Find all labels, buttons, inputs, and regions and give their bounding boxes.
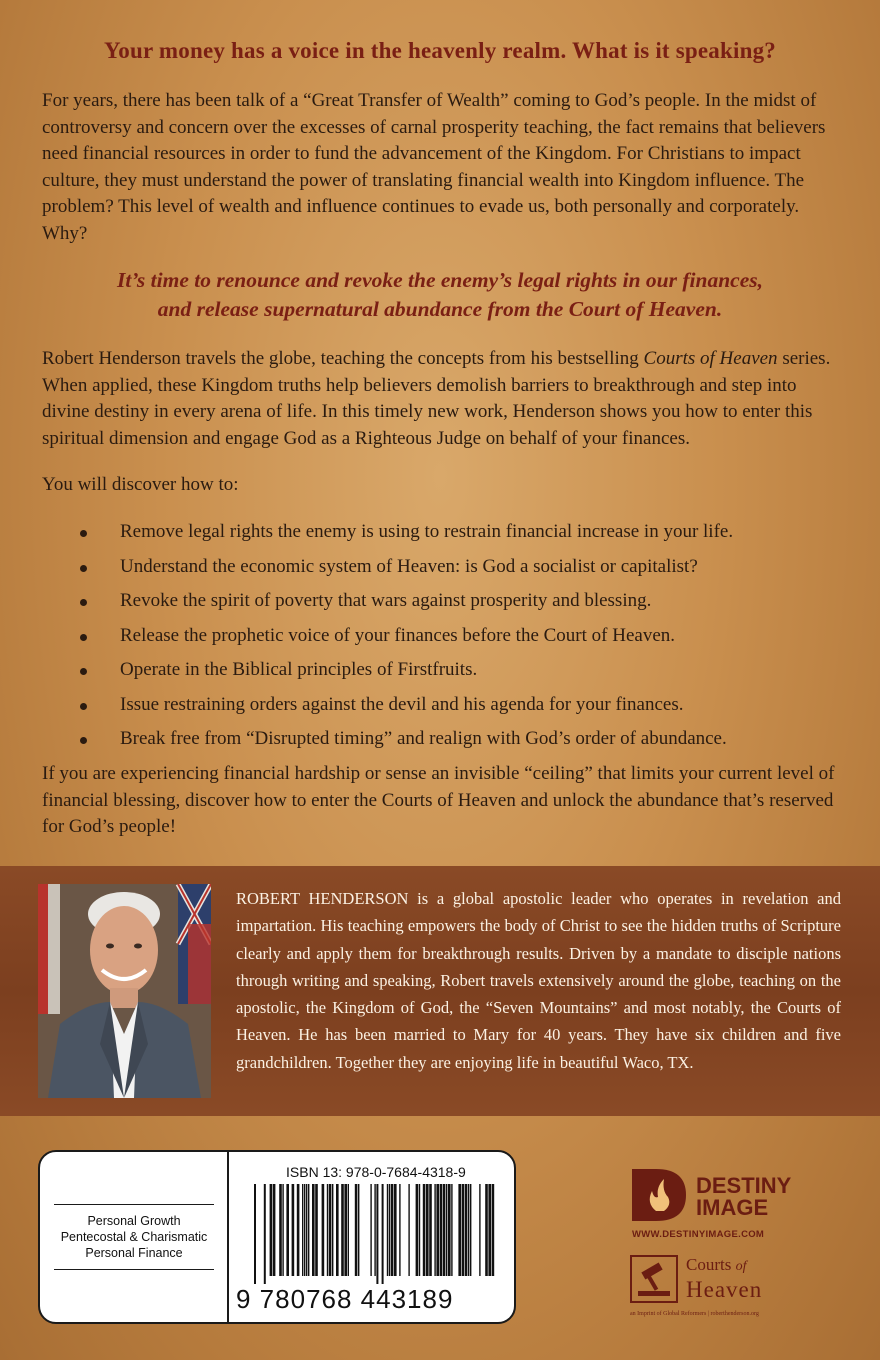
barcode-bar bbox=[468, 1184, 469, 1276]
barcode-bar bbox=[292, 1184, 295, 1276]
barcode-bar bbox=[479, 1184, 480, 1276]
list-item bbox=[0, 550, 880, 585]
bullet-icon bbox=[80, 634, 87, 641]
about-text-after: series. When applied, these Kingdom truths help believers demolish barriers to breakthrough and step into divine destiny in every arena of life. In this timely new work, Henderson shows you how to enter this spiritual dimension and engage God as a Righteous Judge on behalf of your finances. bbox=[42, 348, 831, 449]
list-item-text: Operate in the Biblical principles of Firstfruits. bbox=[120, 659, 478, 680]
barcode-bar bbox=[448, 1184, 451, 1276]
list-item-text: Remove legal rights the enemy is using to restrain financial increase in your life. bbox=[120, 521, 734, 542]
publisher-name-line-2: IMAGE bbox=[696, 1195, 769, 1220]
barcode-bar bbox=[426, 1184, 429, 1276]
barcode-bar bbox=[355, 1184, 358, 1276]
list-item-text: Revoke the spirit of poverty that wars against prosperity and blessing. bbox=[120, 590, 652, 611]
barcode-bar bbox=[470, 1184, 471, 1276]
barcode-bar bbox=[312, 1184, 315, 1276]
barcode-bar bbox=[451, 1184, 452, 1276]
barcode-bar bbox=[282, 1184, 283, 1276]
list-item-text: Issue restraining orders against the devil and his agenda for your finances. bbox=[120, 693, 684, 715]
barcode-bar bbox=[322, 1184, 325, 1276]
closing-paragraph: If you are experiencing financial hardship or sense an invisible “ceiling” that limits your current level of financial blessing, discover how to enter the Courts of Heaven and unlock the abundance that’s reserved for God’s people! bbox=[42, 763, 835, 837]
list-item bbox=[0, 722, 880, 757]
barcode-bar bbox=[492, 1184, 495, 1276]
intro-paragraph: For years, there has been talk of a “Great Transfer of Wealth” coming to God’s people. In the midst of controversy and concern over the excesses of carnal prosperity teaching, the fact remains that believers need financial resources in order to fund the advancement of the Kingdom. For Christians to impact culture, they must understand the power of translating financial wealth into Kingdom influence. The problem? This level of wealth and influence continues to evade us, both personally and corporately. Why? bbox=[42, 90, 826, 244]
barcode-bar bbox=[419, 1184, 420, 1276]
barcode-bar bbox=[286, 1184, 289, 1276]
benefit-list bbox=[0, 515, 880, 757]
list-item bbox=[0, 688, 880, 723]
tagline-line-2: and release supernatural abundance from the Court of Heaven. bbox=[157, 297, 723, 321]
barcode-bar bbox=[399, 1184, 400, 1276]
imprint-line: an Imprint of Global Reformers | roberthenderson.org bbox=[630, 1311, 759, 1317]
barcode-bar bbox=[389, 1184, 390, 1276]
list-item bbox=[0, 515, 880, 550]
barcode-bar bbox=[382, 1184, 384, 1284]
barcode-bar bbox=[462, 1184, 465, 1276]
barcode-panel bbox=[38, 1150, 516, 1324]
barcode-bar bbox=[336, 1184, 339, 1276]
tagline-line-1: It’s time to renounce and revoke the enemy’s legal rights in our finances, bbox=[117, 268, 763, 292]
barcode-bar bbox=[315, 1184, 318, 1276]
barcode-bar bbox=[264, 1184, 266, 1284]
barcode-bar bbox=[358, 1184, 359, 1276]
barcode-bar bbox=[423, 1184, 426, 1276]
barcode-bar bbox=[434, 1184, 435, 1276]
barcode-bar bbox=[270, 1184, 273, 1276]
series-logo-word-of: of bbox=[735, 1259, 747, 1274]
series-title: Courts of Heaven bbox=[643, 348, 778, 369]
about-text-before: Robert Henderson travels the globe, teaching the concepts from his bestselling bbox=[42, 348, 644, 369]
author-photo bbox=[38, 884, 211, 1098]
barcode-bar bbox=[332, 1184, 333, 1276]
list-item bbox=[0, 619, 880, 654]
author-bio: ROBERT HENDERSON is a global apostolic leader who operates in revelation and impartation. His teaching empowers the body of Christ to see the hidden truths of Scripture clearly and apply them for breakthrough results. Driven by a mandate to disciple nations through writing and speaking, Robert travels extensively around the globe, teaching on the apostolic, the Kingdom of God, the “Seven Mountains” and most notably, the Courts of Heaven. He has been married to Mary for 40 years. They have six children and five grandchildren. Together they are enjoying life in beautiful Waco, TX. bbox=[236, 889, 841, 1072]
category-list bbox=[54, 1204, 214, 1270]
series-logo-text bbox=[686, 1255, 762, 1303]
barcode-bar bbox=[304, 1184, 305, 1276]
barcode-bar bbox=[429, 1184, 432, 1276]
barcode-bar bbox=[443, 1184, 446, 1276]
barcode-bar bbox=[391, 1184, 394, 1276]
discover-intro: You will discover how to: bbox=[42, 474, 239, 495]
list-item-text: Understand the economic system of Heaven: is God a socialist or capitalist? bbox=[120, 555, 698, 577]
barcode-icon bbox=[254, 1184, 504, 1284]
barcode-bar bbox=[348, 1184, 349, 1276]
barcode-bar bbox=[376, 1184, 378, 1284]
publisher-name bbox=[696, 1175, 791, 1219]
barcode-bar bbox=[394, 1184, 397, 1276]
barcode-digits: 9 780768 443189 bbox=[236, 1284, 454, 1314]
publisher-url: WWW.DESTINYIMAGE.COM bbox=[632, 1229, 765, 1240]
barcode-bar bbox=[297, 1184, 300, 1276]
barcode-bar bbox=[416, 1184, 419, 1276]
barcode-bar bbox=[436, 1184, 439, 1276]
series-logo-line-1 bbox=[686, 1255, 762, 1277]
list-item bbox=[0, 653, 880, 688]
isbn-label: ISBN 13: 978-0-7684-4318-9 bbox=[286, 1164, 466, 1180]
bullet-icon bbox=[80, 668, 87, 675]
barcode-bar bbox=[344, 1184, 347, 1276]
about-paragraph bbox=[42, 346, 842, 452]
barcode-bar bbox=[440, 1184, 443, 1276]
barcode-bar bbox=[465, 1184, 468, 1276]
barcode-bar bbox=[387, 1184, 388, 1276]
bullet-icon bbox=[80, 599, 87, 606]
barcode-bar bbox=[370, 1184, 371, 1276]
bullet-icon bbox=[80, 530, 87, 537]
barcode-bar bbox=[308, 1184, 309, 1276]
courts-of-heaven-logo-icon bbox=[630, 1255, 678, 1303]
list-item-text: Release the prophetic voice of your finances before the Court of Heaven. bbox=[120, 624, 675, 646]
panel-divider bbox=[227, 1152, 229, 1322]
list-item bbox=[0, 584, 880, 619]
barcode-bar bbox=[254, 1184, 256, 1284]
category-item: Personal Finance bbox=[85, 1246, 183, 1260]
barcode-bar bbox=[458, 1184, 461, 1276]
publisher-name-line-1: DESTINY bbox=[696, 1173, 792, 1198]
headline: Your money has a voice in the heavenly realm. What is it speaking? bbox=[104, 38, 776, 63]
series-logo-word-courts: Courts bbox=[686, 1255, 736, 1274]
bullet-icon bbox=[80, 703, 87, 710]
author-portrait-icon bbox=[38, 884, 211, 1098]
barcode-bar bbox=[485, 1184, 488, 1276]
barcode-bar bbox=[341, 1184, 344, 1276]
barcode-bar bbox=[302, 1184, 303, 1276]
barcode-bar bbox=[446, 1184, 447, 1276]
barcode-bar bbox=[408, 1184, 409, 1276]
series-logo-line-2: Heaven bbox=[686, 1277, 763, 1302]
barcode-bar bbox=[374, 1184, 375, 1276]
tagline bbox=[0, 266, 880, 324]
barcode-bar bbox=[488, 1184, 491, 1276]
destiny-image-logo-icon bbox=[630, 1167, 688, 1223]
list-item-text: Break free from “Disrupted timing” and realign with God’s order of abundance. bbox=[120, 728, 727, 749]
barcode-bar bbox=[329, 1184, 332, 1276]
barcode-bar bbox=[279, 1184, 282, 1276]
bullet-icon bbox=[80, 737, 87, 744]
barcode-bar bbox=[327, 1184, 328, 1276]
category-item: Personal Growth bbox=[87, 1214, 181, 1228]
category-item: Pentecostal & Charismatic bbox=[60, 1230, 208, 1244]
barcode-bar bbox=[306, 1184, 307, 1276]
bullet-icon bbox=[80, 565, 87, 572]
barcode-bar bbox=[273, 1184, 276, 1276]
